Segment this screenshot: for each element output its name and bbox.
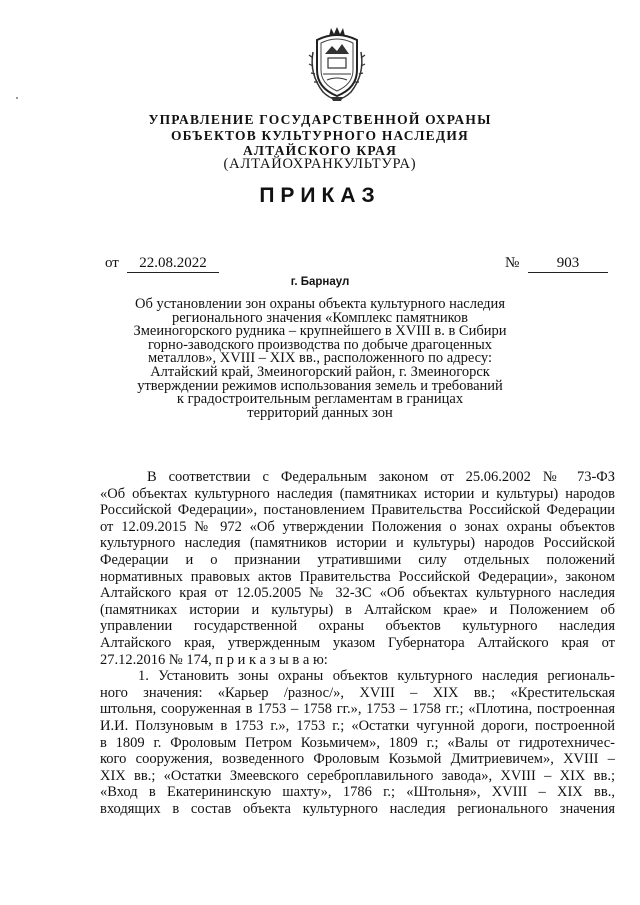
order-body: [100, 469, 615, 817]
body-line: 1. Установить зоны охраны объектов культурного наследия региональ-: [138, 668, 615, 685]
body-line: кого сооружения, возведенного Фроловым Козьмой Дмитриевичем», XVIII –: [100, 751, 615, 768]
order-number: 903: [528, 255, 608, 273]
title-line: Об установлении зон охраны объекта культурного наследия: [135, 296, 505, 312]
document-type-heading: ПРИКАЗ: [259, 184, 381, 207]
date-prefix: от: [105, 255, 119, 271]
body-line: Алтайского края от 12.05.2005 № 32-ЗС «Об объектах культурного наследия: [100, 585, 615, 602]
body-line: Российской Федерации», постановлением Правительства Российской Федерации: [100, 502, 615, 519]
body-line: XIX вв.; «Остатки Змеевского сереброплавильного завода», XVIII – XIX вв.;: [100, 767, 615, 784]
coat-of-arms-icon: [305, 26, 369, 102]
scan-speck: [16, 97, 18, 99]
body-line: «Вход в Екатерининскую шахту», 1786 г.; «Штольня», XVIII – XIX вв.,: [100, 784, 615, 801]
number-prefix: №: [505, 255, 520, 271]
body-line: штольня, сооруженная в 1753 – 1758 гг.», 1753 – 1758 гг.; «Плотина, построенная: [100, 701, 615, 718]
city: г. Барнаул: [290, 276, 350, 288]
body-line: входящих в состав объекта культурного наследия регионального значения: [100, 800, 615, 817]
body-line: (памятниках истории и культуры) в Алтайском крае» и Положением об: [100, 601, 615, 618]
org-abbreviation: (АЛТАЙОХРАНКУЛЬТУРА): [223, 156, 417, 172]
org-name-line-1: УПРАВЛЕНИЕ ГОСУДАРСТВЕННОЙ ОХРАНЫ: [148, 112, 492, 127]
title-line: регионального значения «Комплекс памятников: [172, 309, 468, 326]
body-line: в 1809 г. Фроловым Петром Козьмичем», 1809 г.; «Валы от гидротехничес-: [100, 734, 615, 751]
order-date: 22.08.2022: [127, 255, 219, 273]
body-line: 27.12.2016 № 174, п р и к а з ы в а ю:: [100, 651, 328, 668]
body-line: Алтайского края, утвержденным указом Губернатора Алтайского края от: [100, 634, 615, 651]
body-line: В соответствии с Федеральным законом от 25.06.2002 № 73-ФЗ: [147, 469, 615, 485]
body-line: культурного наследия (памятников истории и культуры) народов Российской: [100, 535, 615, 552]
title-line: горно-заводского производства по добыче драгоценных: [147, 336, 493, 353]
title-line: к градостроительным регламентам в границах: [176, 391, 464, 408]
title-line: металлов», XVIII – XIX вв., расположенного по адресу:: [147, 350, 493, 367]
body-line: управлении государственной охраны объектов культурного наследия: [100, 618, 615, 635]
title-line: территорий данных зон: [247, 404, 393, 421]
body-line: И.И. Ползуновым в 1753 г.», 1753 г.; «Остатки чугунной дороги, построенной: [100, 717, 615, 734]
org-name-line-2: ОБЪЕКТОВ КУЛЬТУРНОГО НАСЛЕДИЯ: [170, 128, 470, 143]
body-line: «Об объектах культурного наследия (памятниках истории и культуры) народов: [100, 485, 615, 502]
body-line: ного значения: «Карьер /разнос/», XVIII – XIX вв.; «Крестительская: [100, 684, 615, 701]
title-line: Алтайский край, Змеиногорский район, г. Змеиногорск: [150, 363, 490, 380]
body-line: от 12.09.2015 № 972 «Об утверждении Положения о зонах охраны объектов: [100, 518, 615, 535]
org-name-line-3: АЛТАЙСКОГО КРАЯ: [242, 143, 398, 158]
body-line: Федерации и о признании утратившими силу отдельных положений: [100, 551, 615, 568]
title-line: Змеиногорского рудника – крупнейшего в XVIII в. в Сибири: [133, 323, 507, 340]
title-line: утверждении режимов использования земель и требований: [137, 377, 503, 394]
order-title: [60, 298, 580, 420]
body-line: нормативных правовых актов Правительства Российской Федерации», законом: [100, 568, 615, 585]
